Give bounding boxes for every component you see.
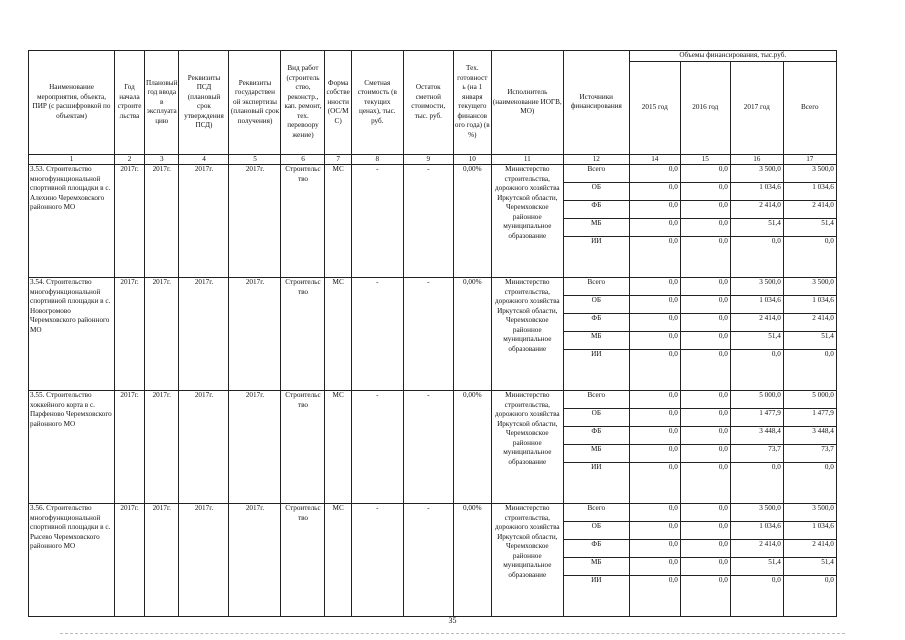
column-number: 6 [281,154,325,165]
amount-2015: 0,0 [629,576,680,617]
funding-source: ФБ [563,314,629,332]
amount-2015: 0,0 [629,540,680,558]
amount-2015: 0,0 [629,409,680,427]
funding-source: ОБ [563,522,629,540]
amount-2017: 0,0 [730,463,783,504]
amount-2016: 0,0 [680,463,730,504]
amount-2016: 0,0 [680,350,730,391]
ownership: МС [325,165,351,278]
amount-2017: 51,4 [730,558,783,576]
column-number: 2 [115,154,145,165]
planned-year: 2017г. [145,391,179,504]
amount-2016: 0,0 [680,219,730,237]
column-number: 5 [229,154,281,165]
amount-2017: 51,4 [730,219,783,237]
column-number: 7 [325,154,351,165]
amount-total: 1 034,6 [783,296,836,314]
funding-source: ИИ [563,576,629,617]
remaining-cost: - [403,278,453,391]
funding-source: Всего [563,278,629,296]
table-row [29,165,837,183]
funding-source: Всего [563,504,629,522]
amount-2015: 0,0 [629,314,680,332]
readiness-percent: 0,00% [453,504,491,617]
amount-total: 3 500,0 [783,278,836,296]
column-number: 4 [179,154,229,165]
amount-2015: 0,0 [629,350,680,391]
object-name: 3.55. Строительство хоккейного корта в с. Парфеново Черемховского районного МО [29,391,115,504]
amount-2016: 0,0 [680,201,730,219]
amount-total: 0,0 [783,463,836,504]
funding-source: ИИ [563,237,629,278]
remaining-cost: - [403,165,453,278]
work-type: Строительс тво [281,504,325,617]
ownership: МС [325,391,351,504]
amount-total: 3 500,0 [783,504,836,522]
amount-2015: 0,0 [629,219,680,237]
planned-year: 2017г. [145,504,179,617]
column-number: 17 [783,154,836,165]
year-start: 2017г. [115,165,145,278]
amount-2016: 0,0 [680,332,730,350]
amount-total: 73,7 [783,445,836,463]
amount-2016: 0,0 [680,237,730,278]
table-row [29,278,837,296]
amount-2017: 5 000,0 [730,391,783,409]
amount-2015: 0,0 [629,237,680,278]
amount-2015: 0,0 [629,558,680,576]
funding-source: ОБ [563,409,629,427]
amount-2017: 0,0 [730,350,783,391]
amount-2015: 0,0 [629,427,680,445]
amount-2016: 0,0 [680,183,730,201]
amount-2017: 73,7 [730,445,783,463]
amount-2016: 0,0 [680,296,730,314]
ownership: МС [325,278,351,391]
estimate-cost: - [351,504,403,617]
header-remaining: Остаток сметной стоимости, тыс. руб. [403,51,453,155]
amount-total: 51,4 [783,332,836,350]
funding-source: ФБ [563,201,629,219]
amount-2015: 0,0 [629,201,680,219]
header-executor: Исполнитель (наименование ИОГВ, МО) [491,51,563,155]
header-2016: 2016 год [680,61,730,154]
header-psd: Реквизиты ПСД (плановый срок утверждения ПСД) [179,51,229,155]
amount-total: 2 414,0 [783,201,836,219]
amount-2017: 2 414,0 [730,314,783,332]
funding-source: МБ [563,332,629,350]
amount-total: 1 477,9 [783,409,836,427]
year-start: 2017г. [115,504,145,617]
column-number: 9 [403,154,453,165]
year-start: 2017г. [115,278,145,391]
amount-total: 3 500,0 [783,165,836,183]
funding-source: МБ [563,219,629,237]
funding-source: Всего [563,391,629,409]
amount-2016: 0,0 [680,409,730,427]
amount-2017: 1 034,6 [730,183,783,201]
column-number: 11 [491,154,563,165]
estimate-cost: - [351,165,403,278]
column-number: 8 [351,154,403,165]
psd-date: 2017г. [179,278,229,391]
amount-2015: 0,0 [629,296,680,314]
psd-date: 2017г. [179,504,229,617]
psd-date: 2017г. [179,391,229,504]
amount-2016: 0,0 [680,522,730,540]
investment-program-table [28,50,837,617]
column-number: 14 [629,154,680,165]
estimate-cost: - [351,391,403,504]
amount-total: 5 000,0 [783,391,836,409]
planned-year: 2017г. [145,165,179,278]
amount-total: 0,0 [783,576,836,617]
header-sources: Источники финансирования [563,51,629,155]
amount-2015: 0,0 [629,463,680,504]
amount-total: 2 414,0 [783,314,836,332]
amount-total: 2 414,0 [783,540,836,558]
amount-2017: 1 034,6 [730,522,783,540]
amount-2015: 0,0 [629,332,680,350]
remaining-cost: - [403,504,453,617]
amount-2016: 0,0 [680,165,730,183]
header-planned-year: Плановый год ввода в эксплуата цию [145,51,179,155]
amount-total: 1 034,6 [783,183,836,201]
expertise-date: 2017г. [229,278,281,391]
amount-2016: 0,0 [680,391,730,409]
amount-2015: 0,0 [629,504,680,522]
column-number-row [29,154,837,165]
readiness-percent: 0,00% [453,278,491,391]
amount-2015: 0,0 [629,278,680,296]
amount-2016: 0,0 [680,504,730,522]
executor: Министерство строительства, дорожного хозяйства Иркутской области, Черемховское районное муниципальное образование [491,391,563,504]
estimate-cost: - [351,278,403,391]
work-type: Строительс тво [281,165,325,278]
page-edge-divider [60,633,845,635]
object-name: 3.54. Строительство многофункциональной спортивной площадки в с. Новогромово Черемховского районного МО [29,278,115,391]
amount-2016: 0,0 [680,427,730,445]
amount-2017: 3 500,0 [730,278,783,296]
executor: Министерство строительства, дорожного хозяйства Иркутской области, Черемховское районное муниципальное образование [491,504,563,617]
amount-total: 51,4 [783,558,836,576]
header-financing-group: Объемы финансирования, тыс.руб. [629,51,836,62]
column-number: 10 [453,154,491,165]
amount-total: 1 034,6 [783,522,836,540]
header-readiness: Тех. готовност ь (на 1 января текущего финансов ого года) (в %) [453,51,491,155]
amount-2015: 0,0 [629,165,680,183]
executor: Министерство строительства, дорожного хозяйства Иркутской области, Черемховское районное муниципальное образование [491,165,563,278]
column-number: 16 [730,154,783,165]
header-expertise: Реквизиты государствен ой экспертизы (плановый срок получения) [229,51,281,155]
amount-2016: 0,0 [680,558,730,576]
funding-source: ИИ [563,350,629,391]
amount-2015: 0,0 [629,445,680,463]
header-2015: 2015 год [629,61,680,154]
amount-total: 0,0 [783,350,836,391]
expertise-date: 2017г. [229,165,281,278]
amount-2017: 1 477,9 [730,409,783,427]
header-year-start: Год начала строите льства [115,51,145,155]
amount-2016: 0,0 [680,576,730,617]
funding-source: МБ [563,558,629,576]
work-type: Строительс тво [281,278,325,391]
amount-2017: 2 414,0 [730,201,783,219]
year-start: 2017г. [115,391,145,504]
amount-2015: 0,0 [629,391,680,409]
amount-2017: 2 414,0 [730,540,783,558]
work-type: Строительс тво [281,391,325,504]
header-total: Всего [783,61,836,154]
header-2017: 2017 год [730,61,783,154]
expertise-date: 2017г. [229,504,281,617]
planned-year: 2017г. [145,278,179,391]
amount-2016: 0,0 [680,540,730,558]
table-row [29,504,837,522]
amount-2017: 3 500,0 [730,165,783,183]
funding-source: ФБ [563,540,629,558]
amount-total: 0,0 [783,237,836,278]
column-number: 1 [29,154,115,165]
header-ownership: Форма собстве нности (ОС/М С) [325,51,351,155]
executor: Министерство строительства, дорожного хозяйства Иркутской области, Черемховское районное муниципальное образование [491,278,563,391]
funding-source: ИИ [563,463,629,504]
page-number: 35 [448,616,457,625]
amount-2017: 3 500,0 [730,504,783,522]
column-number: 12 [563,154,629,165]
amount-2017: 51,4 [730,332,783,350]
column-number: 15 [680,154,730,165]
header-work-type: Вид работ (строитель ство, реконстр., кап. ремонт, тех. перевоору жение) [281,51,325,155]
funding-source: МБ [563,445,629,463]
object-name: 3.56. Строительство многофункциональной спортивной площадки в с. Рысево Черемховского районного МО [29,504,115,617]
funding-source: ОБ [563,296,629,314]
column-number: 3 [145,154,179,165]
amount-2015: 0,0 [629,522,680,540]
psd-date: 2017г. [179,165,229,278]
ownership: МС [325,504,351,617]
amount-2016: 0,0 [680,314,730,332]
amount-total: 51,4 [783,219,836,237]
readiness-percent: 0,00% [453,391,491,504]
header-estimate: Сметная стоимость (в текущих ценах), тыс. руб. [351,51,403,155]
funding-source: ОБ [563,183,629,201]
header-name: Наименование мероприятия, объекта, ПИР (с расшифровкой по объектам) [29,51,115,155]
funding-source: Всего [563,165,629,183]
amount-total: 3 448,4 [783,427,836,445]
amount-2015: 0,0 [629,183,680,201]
amount-2017: 1 034,6 [730,296,783,314]
amount-2017: 0,0 [730,237,783,278]
amount-2016: 0,0 [680,278,730,296]
readiness-percent: 0,00% [453,165,491,278]
object-name: 3.53. Строительство многофункциональной спортивной площадки в с. Алехино Черемховского районного МО [29,165,115,278]
amount-2016: 0,0 [680,445,730,463]
funding-source: ФБ [563,427,629,445]
amount-2017: 0,0 [730,576,783,617]
table-row [29,391,837,409]
expertise-date: 2017г. [229,391,281,504]
remaining-cost: - [403,391,453,504]
amount-2017: 3 448,4 [730,427,783,445]
